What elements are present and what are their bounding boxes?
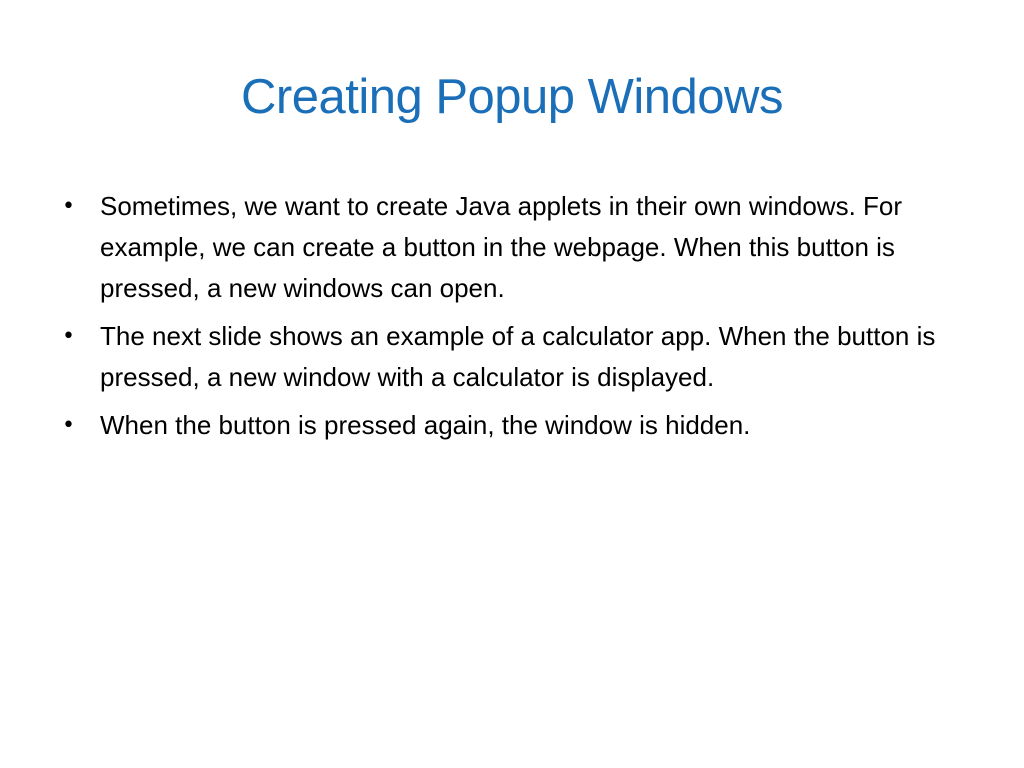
- bullet-dot-icon: •: [62, 413, 75, 438]
- bullet-dot-icon: •: [62, 194, 75, 219]
- bullet-item: [62, 186, 942, 309]
- bullet-list: [62, 186, 942, 453]
- bullet-text: The next slide shows an example of a calculator app. When the button is pressed, a new window with a calculator is displayed.: [100, 321, 936, 392]
- bullet-item: [62, 316, 942, 398]
- bullet-item: [62, 405, 942, 446]
- bullet-dot-icon: •: [62, 324, 75, 349]
- slide-title: Creating Popup Windows: [241, 70, 783, 124]
- bullet-text: Sometimes, we want to create Java applets in their own windows. For example, we can create a button in the webpage. When this button is pressed, a new windows can open.: [100, 191, 903, 303]
- bullet-text: When the button is pressed again, the window is hidden.: [100, 410, 751, 440]
